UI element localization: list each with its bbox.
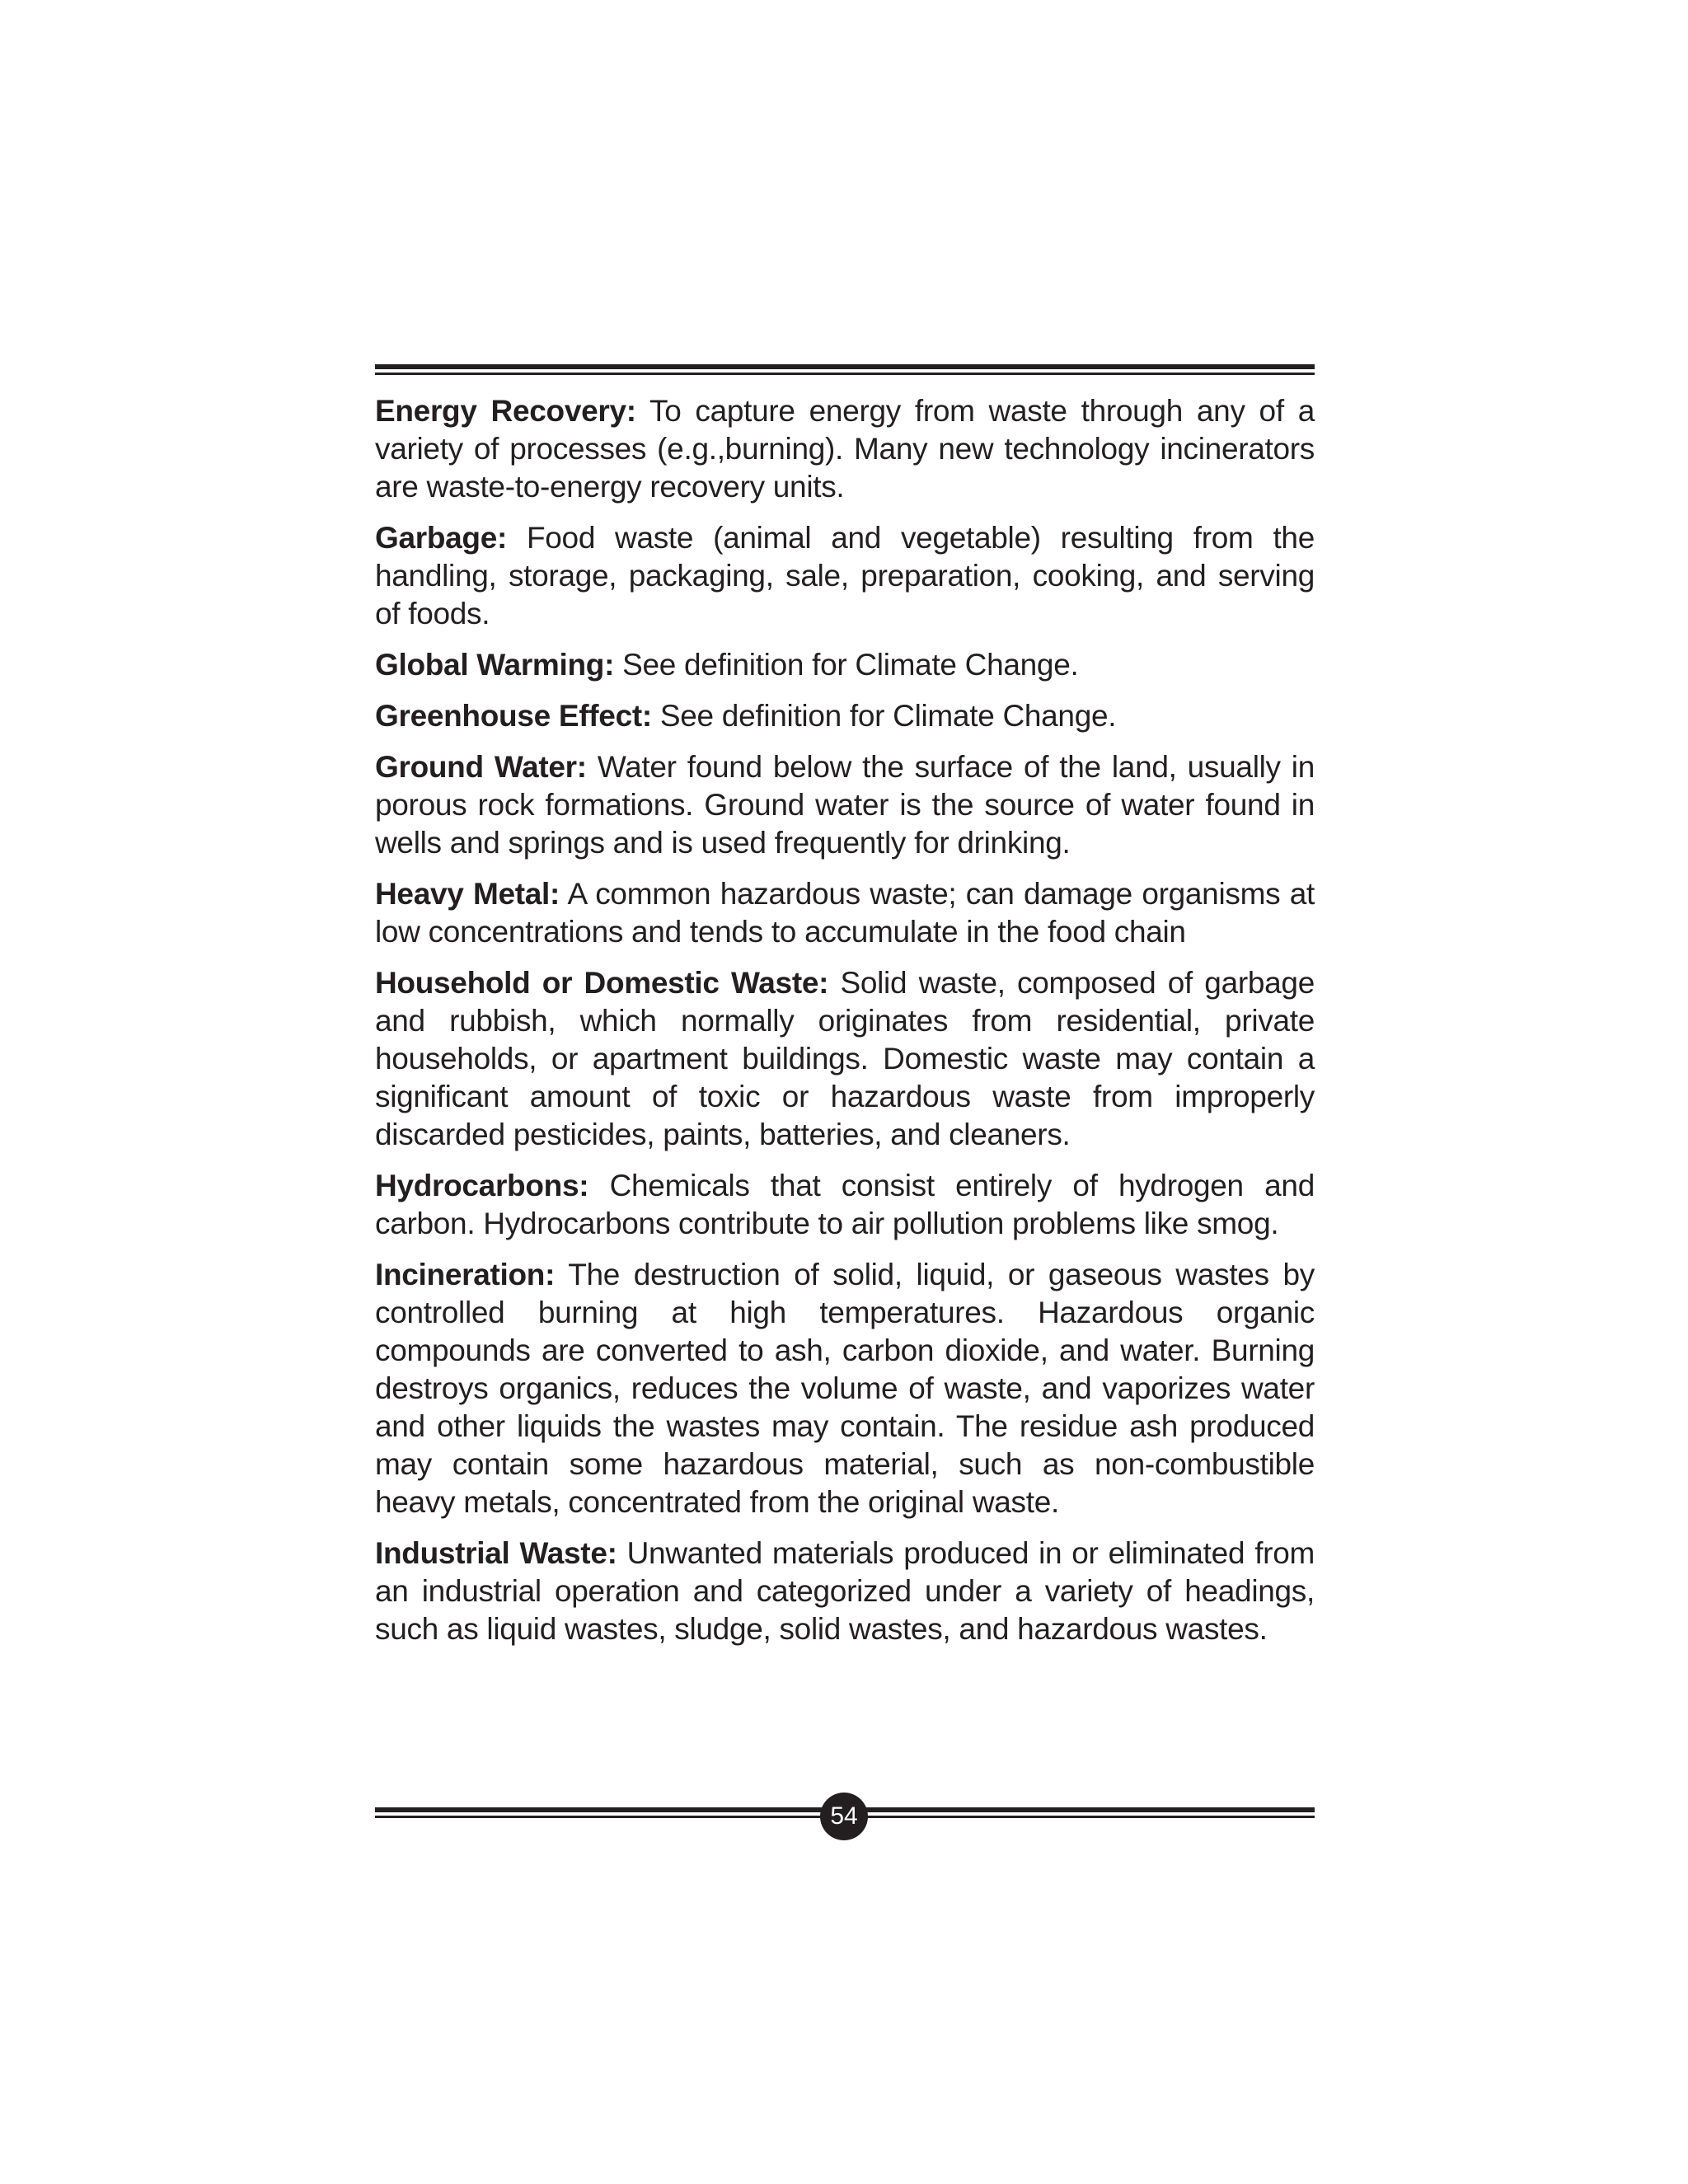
glossary-definition: Chemicals that consist entirely of hydrogen and carbon. Hydrocarbons contribute to air pollution problems like smog. <box>375 1169 1315 1240</box>
glossary-term: Household or Domestic Waste: <box>375 966 829 1000</box>
glossary-term: Garbage: <box>375 521 508 555</box>
glossary-term: Heavy Metal: <box>375 877 560 911</box>
glossary-body <box>375 392 1315 1661</box>
glossary-entry-heavy-metal <box>375 875 1315 951</box>
glossary-term: Greenhouse Effect: <box>375 699 652 733</box>
glossary-entry-incineration <box>375 1256 1315 1521</box>
glossary-definition: The destruction of solid, liquid, or gaseous wastes by controlled burning at high temperatures. Hazardous organic compounds are converted to ash, carbon dioxide, and water. Burning destroys organics, reduces the volume of waste, and vaporizes water and other liquids the wastes may contain. The residue ash produced may contain some hazardous material, such as non-combustible heavy metals, concentrated from the original waste. <box>375 1258 1315 1519</box>
glossary-entry-industrial-waste <box>375 1535 1315 1648</box>
header-rule <box>375 364 1315 375</box>
glossary-term: Hydrocarbons: <box>375 1169 589 1202</box>
glossary-term: Ground Water: <box>375 750 587 784</box>
glossary-definition: See definition for Climate Change. <box>622 648 1079 682</box>
glossary-entry-household-waste <box>375 964 1315 1154</box>
glossary-entry-garbage <box>375 519 1315 633</box>
glossary-entry-hydrocarbons <box>375 1167 1315 1243</box>
page-footer <box>375 1793 1315 1835</box>
glossary-term: Incineration: <box>375 1258 556 1291</box>
glossary-definition: See definition for Climate Change. <box>659 699 1117 733</box>
glossary-term: Industrial Waste: <box>375 1536 617 1570</box>
glossary-entry-energy-recovery <box>375 392 1315 506</box>
glossary-definition: Unwanted materials produced in or eliminated from an industrial operation and categorized under a variety of headings, such as liquid wastes, sludge, solid wastes, and hazardous wastes. <box>375 1536 1315 1646</box>
glossary-term: Global Warming: <box>375 648 615 682</box>
glossary-term: Energy Recovery: <box>375 394 636 428</box>
glossary-definition: Solid waste, composed of garbage and rubbish, which normally originates from residential, private households, or apartment buildings. Domestic waste may contain a significant amount of toxic or hazardous waste from improperly discarded pesticides, paints, batteries, and cleaners. <box>375 966 1315 1151</box>
glossary-definition: Food waste (animal and vegetable) resulting from the handling, storage, packaging, sale, preparation, cooking, and serving of foods. <box>375 521 1315 630</box>
glossary-entry-global-warming <box>375 646 1315 684</box>
glossary-entry-greenhouse-effect <box>375 697 1315 735</box>
glossary-definition: A common hazardous waste; can damage organisms at low concentrations and tends to accumulate in the food chain <box>375 877 1315 949</box>
glossary-definition: Water found below the surface of the land, usually in porous rock formations. Ground water is the source of water found in wells and springs and is used frequently for drinking. <box>375 750 1315 860</box>
page-number: 54 <box>820 1793 868 1840</box>
glossary-entry-ground-water <box>375 748 1315 862</box>
glossary-definition: To capture energy from waste through any of a variety of processes (e.g.,burning). Many new technology incinerators are waste-to-energy recovery units. <box>375 394 1315 504</box>
